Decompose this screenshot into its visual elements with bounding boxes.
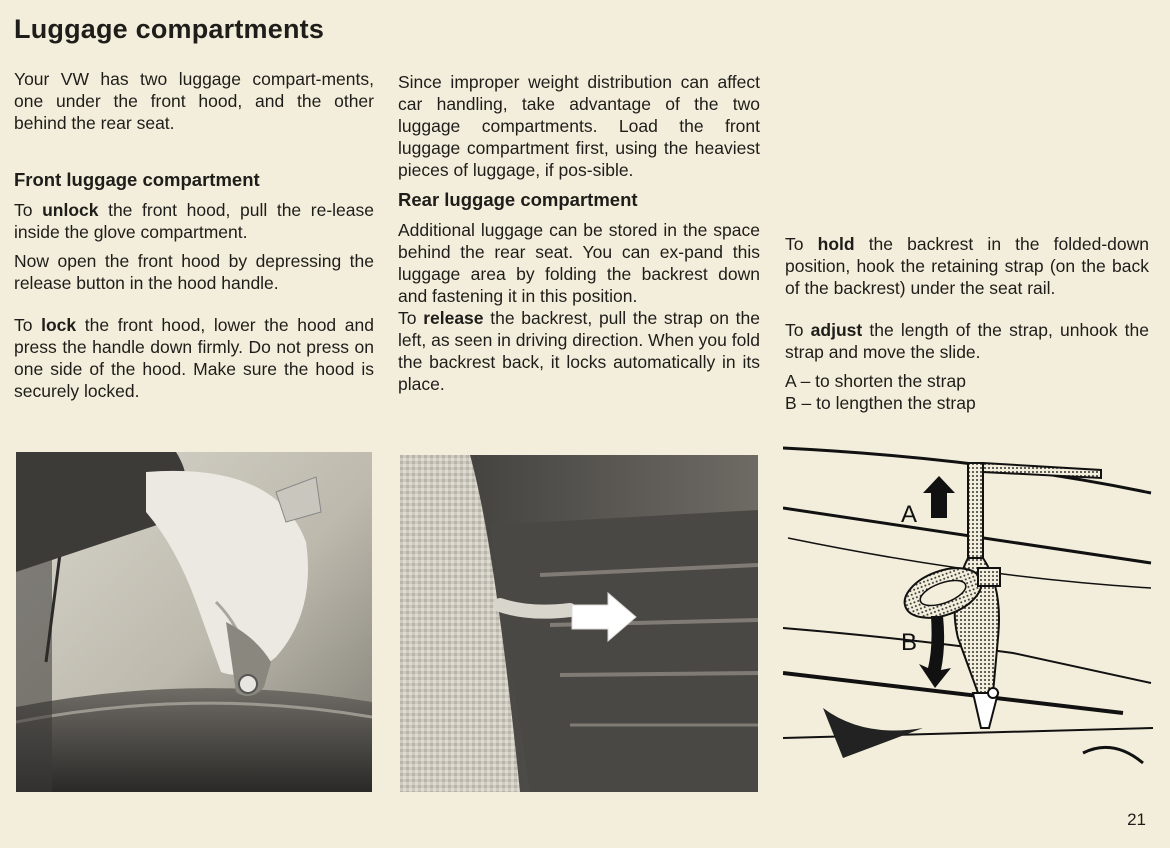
page-title: Luggage compartments: [14, 14, 325, 44]
photo-rear-seat-strap: [400, 455, 758, 792]
lock-keyword: lock: [41, 315, 77, 335]
release-keyword: release: [423, 308, 484, 328]
label-a: A: [901, 501, 918, 528]
release-paragraph: To release the backrest, pull the strap on the left, as seen in driving direction. When you fold the backrest back, it locks automatically in its place.: [398, 308, 760, 394]
intro-paragraph: Your VW has two luggage compart-ments, one under the front hood, and the other behind the rear seat.: [14, 69, 374, 133]
page-number: 21: [1127, 810, 1146, 829]
open-hood-paragraph: Now open the front hood by depressing the release button in the hood handle.: [14, 251, 374, 293]
adjust-paragraph: To adjust the length of the strap, unhook the strap and move the slide.: [785, 320, 1149, 362]
rear-compartment-heading: Rear luggage compartment: [398, 189, 638, 210]
column-middle: [398, 71, 760, 395]
column-left: [14, 68, 374, 402]
hold-keyword: hold: [817, 234, 855, 254]
column-right: [785, 233, 1149, 414]
unlock-paragraph: To unlock the front hood, pull the re-lease inside the glove compartment.: [14, 200, 374, 242]
additional-luggage-paragraph: Additional luggage can be stored in the space behind the rear seat. You can ex-pand this luggage area by folding the backrest down and fastening it in this position.: [398, 220, 760, 306]
hold-paragraph: To hold the backrest in the folded-down position, hook the retaining strap (on the back of the backrest) under the seat rail.: [785, 234, 1149, 298]
list-item-b: B – to lengthen the strap: [785, 393, 976, 413]
weight-paragraph: Since improper weight distribution can affect car handling, take advantage of the two luggage compartments. Load the front luggage compartment first, using the heaviest pieces of luggage, if pos-sible.: [398, 72, 760, 180]
label-b: B: [901, 629, 918, 656]
list-item-a: A – to shorten the strap: [785, 371, 966, 391]
diagram-retaining-strap: [783, 438, 1155, 768]
photo-front-hood-handle: [16, 452, 372, 792]
adjust-keyword: adjust: [810, 320, 863, 340]
unlock-keyword: unlock: [42, 200, 99, 220]
front-compartment-heading: Front luggage compartment: [14, 169, 260, 190]
lock-paragraph: To lock the front hood, lower the hood and press the handle down firmly. Do not press on one side of the hood. Make sure the hood is securely locked.: [14, 315, 374, 401]
